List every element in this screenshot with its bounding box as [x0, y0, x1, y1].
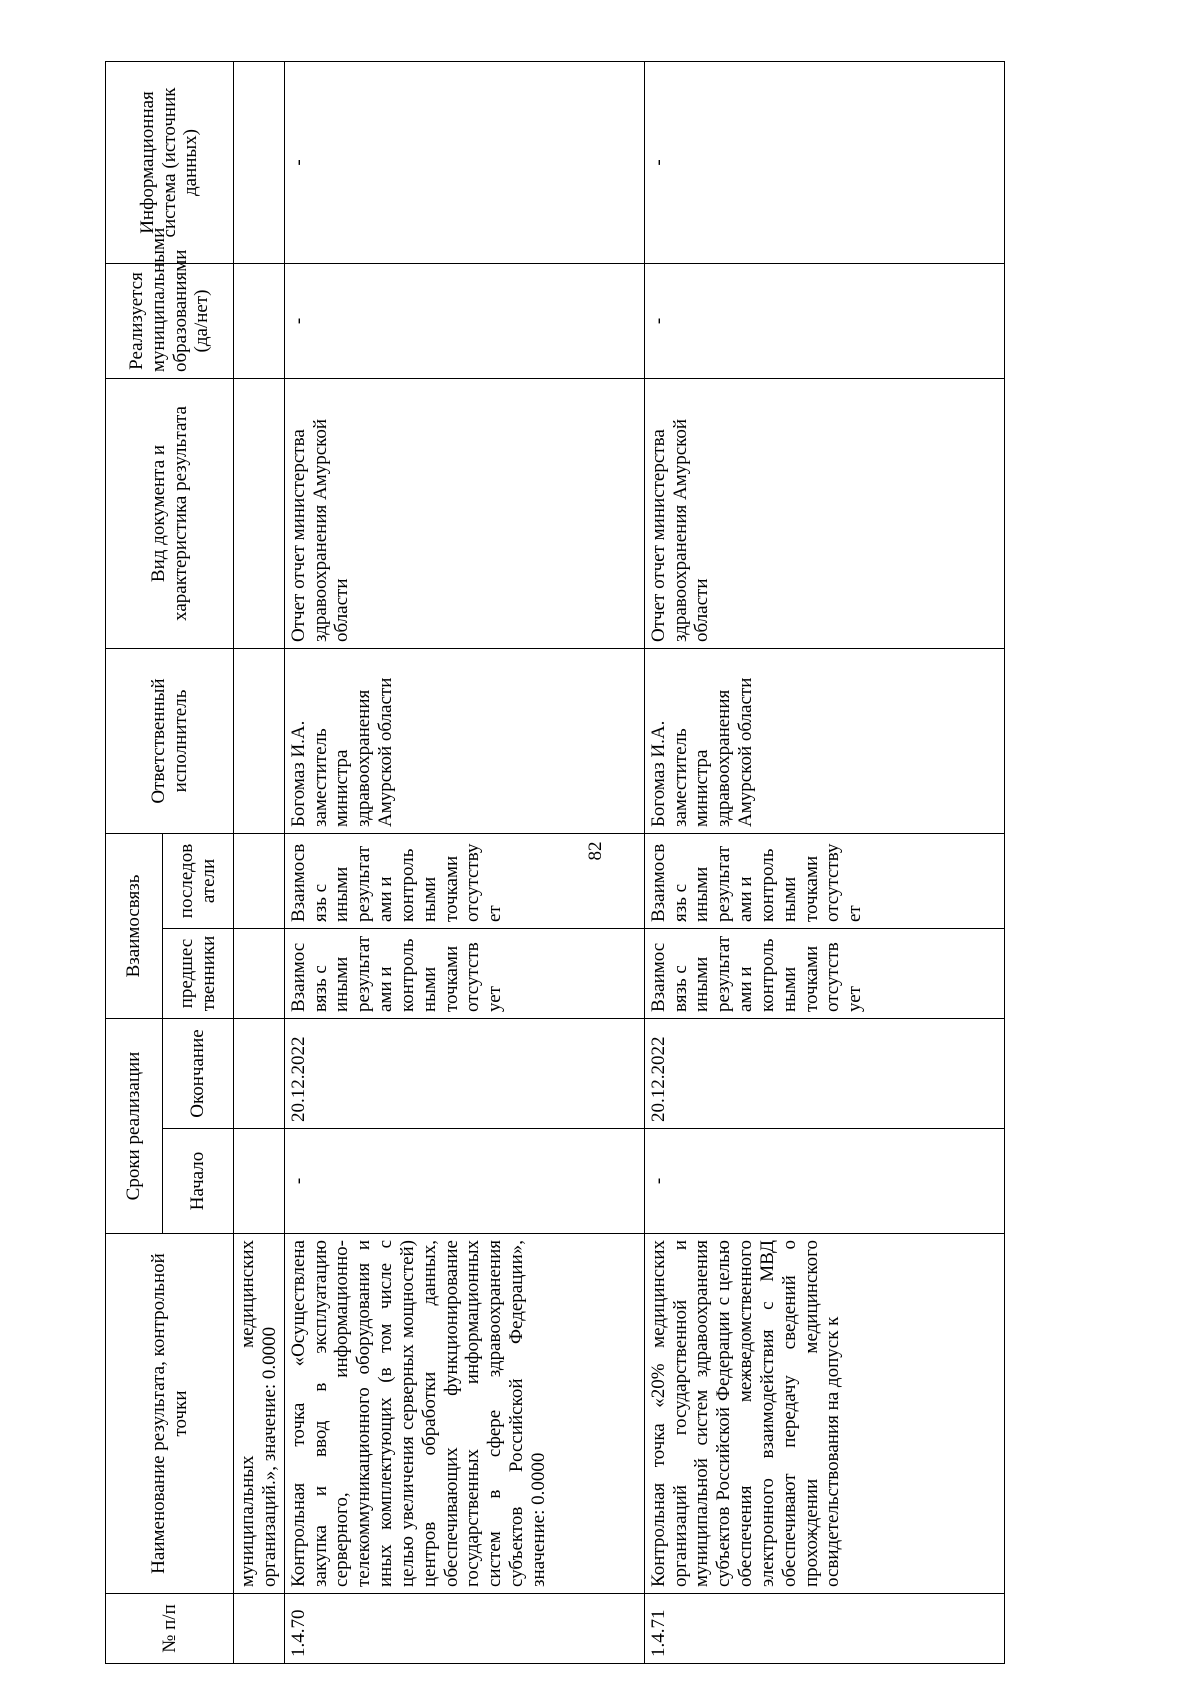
row-document: Отчет отчет министерства здравоохранения Амурской области	[284, 379, 644, 649]
row-start	[234, 1129, 285, 1234]
header-terms: Сроки реализации	[106, 1019, 163, 1234]
row-document	[234, 379, 285, 649]
header-info-system: Информационная система (источник данных)	[106, 62, 234, 264]
row-responsible: Богомаз И.А. заместитель министра здравоохранения Амурской области	[284, 649, 644, 834]
header-relation: Взаимосвязь	[106, 834, 163, 1019]
row-document: Отчет отчет министерства здравоохранения Амурской области	[644, 379, 1004, 649]
row-start: -	[284, 1129, 644, 1234]
header-start: Начало	[163, 1129, 234, 1234]
table-row	[284, 62, 644, 1664]
row-info-system: -	[284, 62, 644, 264]
header-end: Окончание	[163, 1019, 234, 1129]
row-end: 20.12.2022	[644, 1019, 1004, 1129]
row-municipal: -	[284, 264, 644, 379]
table-row	[234, 62, 285, 1664]
row-municipal: -	[644, 264, 1004, 379]
header-row	[106, 62, 163, 1664]
header-predecessors: предшественники	[163, 929, 234, 1019]
header-name: Наименование результата, контрольной точки	[106, 1234, 234, 1594]
row-num: 1.4.70	[284, 1594, 644, 1664]
row-predecessors	[234, 929, 285, 1019]
row-successors: Взаимосвязь с иными результатами и контрольными точками отсутствует	[644, 834, 1004, 929]
row-name: Контрольная точка «20% медицинских организаций государственной и муниципальной систем здравоохранения субъектов Российской Федерации с целью обеспечения межведомственного электронного взаимодействия с МВД обеспечивают передачу сведений о прохождении медицинского освидетельствования на допуск к	[644, 1234, 1004, 1594]
row-info-system: -	[644, 62, 1004, 264]
table-row	[644, 62, 1004, 1664]
header-successors: последователи	[163, 834, 234, 929]
row-responsible	[234, 649, 285, 834]
row-name: Контрольная точка «Осуществлена закупка и ввод в эксплуатацию серверного, информационно-телекоммуникационного оборудования и иных комплектующих (в том числе с целью увеличения серверных мощностей) центров обработки данных, обеспечивающих функционирование государственных информационных систем в сфере здравоохранения субъектов Российской Федерации», значение: 0.0000	[284, 1234, 644, 1594]
row-name: муниципальных медицинских организаций.», значение: 0.0000	[234, 1234, 285, 1594]
header-document: Вид документа и характеристика результата	[106, 379, 234, 649]
header-municipal: Реализуется муниципальными образованиями (да/нет)	[106, 264, 234, 379]
row-end: 20.12.2022	[284, 1019, 644, 1129]
row-successors	[234, 834, 285, 929]
row-predecessors: Взаимосвязь с иными результатами и контрольными точками отсутствует	[644, 929, 1004, 1019]
header-responsible: Ответственный исполнитель	[106, 649, 234, 834]
row-end	[234, 1019, 285, 1129]
row-num: 1.4.71	[644, 1594, 1004, 1664]
row-info-system	[234, 62, 285, 264]
plan-table	[105, 61, 1005, 1664]
header-num: № п/п	[106, 1594, 234, 1664]
row-responsible: Богомаз И.А. заместитель министра здравоохранения Амурской области	[644, 649, 1004, 834]
row-start: -	[644, 1129, 1004, 1234]
page-number: 82	[585, 841, 606, 861]
row-num	[234, 1594, 285, 1664]
row-predecessors: Взаимосвязь с иными результатами и контрольными точками отсутствует	[284, 929, 644, 1019]
row-successors: Взаимосвязь с иными результатами и контрольными точками отсутствует	[284, 834, 644, 929]
row-municipal	[234, 264, 285, 379]
